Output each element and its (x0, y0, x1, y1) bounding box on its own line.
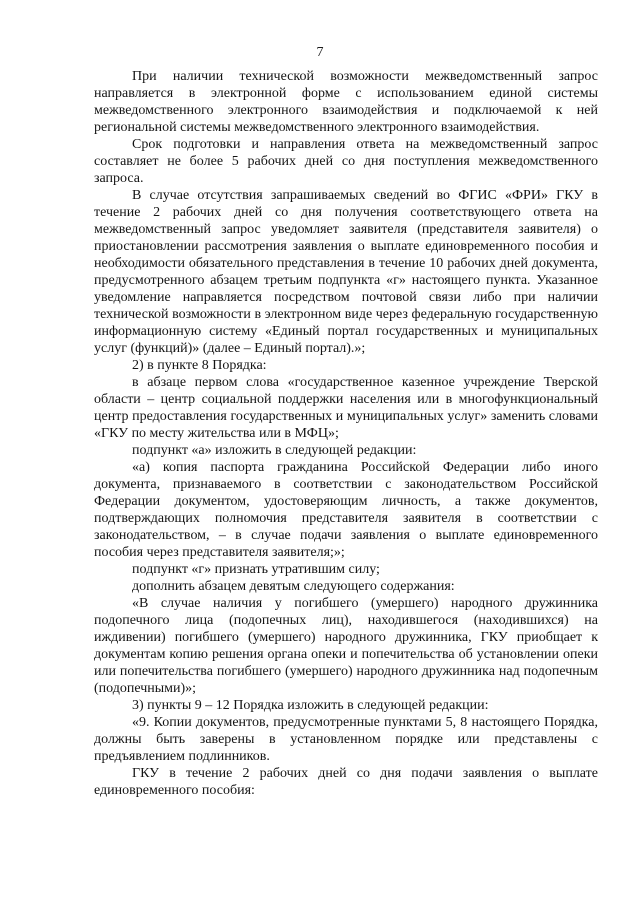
paragraph-response-deadline: Срок подготовки и направления ответа на межведомственный запрос составляет не более 5 рабочих дней со дня поступления межведомственного запроса. (94, 137, 598, 186)
paragraph-interagency-request-electronic: При наличии технической возможности межведомственный запрос направляется в электронной форме с использованием единой системы межведомственного электронного взаимодействия и подключаемой к ней региональной системы межведомственного электронного взаимодействия. (94, 69, 598, 135)
paragraph-subitem-g-void: подпункт «г» признать утратившим силу; (132, 562, 380, 577)
document-body (94, 68, 598, 799)
page-number: 7 (316, 45, 324, 60)
paragraph-subitem-a-text: «а) копия паспорта гражданина Российской Федерации либо иного документа, признаваемого в соответствии с законодательством Российской Федерации документом, удостоверяющим личность, а также документов, подтверждающих полномочия представителя заявителя в соответствии с законодательством, – в случае подачи заявления о выплате единовременного пособия через представителя заявителя;»; (94, 460, 598, 560)
paragraph-ninth-abzac-text: «В случае наличия у погибшего (умершего) народного дружинника подопечного лица (подопечных лиц), находившегося (находившихся) на иждивении) погибшего (умершего) народного дружинника, ГКУ приобщает к документам копию решения органа опеки и попечительства об установлении опеки или попечительства погибшего (умершего) народного дружинника над подопечным (подопечными)»; (94, 596, 598, 696)
paragraph-subitem-a-intro: подпункт «а» изложить в следующей редакции: (132, 443, 417, 458)
paragraph-item-2: 2) в пункте 8 Порядка: (132, 358, 267, 373)
paragraph-item-3: 3) пункты 9 – 12 Порядка изложить в следующей редакции: (132, 698, 489, 713)
paragraph-first-abzac-replacement: в абзаце первом слова «государственное казенное учреждение Тверской области – центр социальной поддержки населения или в многофункциональный центр предоставления государственных и муниципальных услуг» заменить словами «ГКУ по месту жительства или в МФЦ»; (94, 375, 598, 441)
paragraph-point-9-copies: «9. Копии документов, предусмотренные пунктами 5, 8 настоящего Порядка, должны быть заверены в установленном порядке или представлены с предъявлением подлинников. (94, 715, 598, 764)
paragraph-ninth-abzac-intro: дополнить абзацем девятым следующего содержания: (132, 579, 455, 594)
paragraph-gku-within-2-days: ГКУ в течение 2 рабочих дней со дня подачи заявления о выплате единовременного пособия: (94, 766, 598, 798)
paragraph-missing-info-notification: В случае отсутствия запрашиваемых сведений во ФГИС «ФРИ» ГКУ в течение 2 рабочих дней со дня получения соответствующего ответа на межведомственный запрос уведомляет заявителя (представителя заявителя) о приостановлении рассмотрения заявления о выплате единовременного пособия и необходимости обязательного представления в течение 10 рабочих дней документа, предусмотренного абзацем третьим подпункта «г» настоящего пункта. Указанное уведомление направляется посредством почтовой связи либо при наличии технической возможности в электронном виде через федеральную государственную информационную систему «Единый портал государственных и муниципальных услуг (функций)» (далее – Единый портал).»; (94, 188, 598, 356)
